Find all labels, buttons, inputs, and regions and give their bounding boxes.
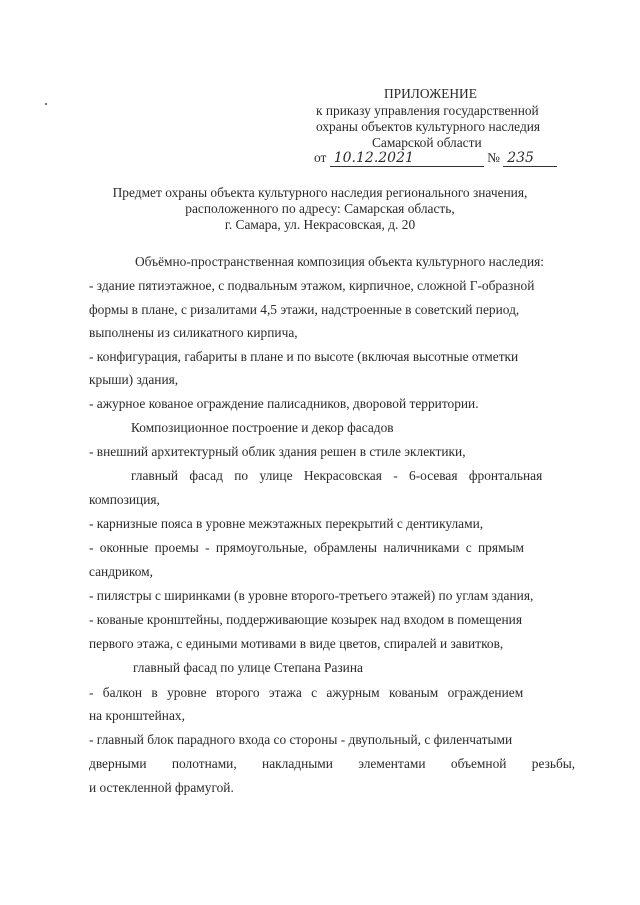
- para-13-line-1: - главный блок парадного входа со стороны - двупольный, с филенчатыми: [89, 732, 513, 747]
- date-number-line: [314, 150, 557, 167]
- para-1-line-2: формы в плане, с ризалитами 4,5 этажи, надстроенные в советский период,: [89, 302, 520, 317]
- para-1-line-1: - здание пятиэтажное, с подвальным этажом, кирпичное, сложной Г-образной: [89, 278, 535, 293]
- para-1-line-3: выполнены из силикатного кирпича,: [89, 325, 298, 340]
- appendix-title: ПРИЛОЖЕНИЕ: [384, 86, 477, 101]
- para-6-line-2: композиция,: [89, 492, 160, 507]
- header-line-3: Самарской области: [372, 135, 482, 150]
- para-5: - внешний архитектурный облик здания решен в стиле эклектики,: [89, 444, 466, 459]
- para-10-line-2: первого этажа, с едиными мотивами в виде цветов, спиралей и завитков,: [89, 636, 504, 651]
- subject-line-1: Предмет охраны объекта культурного наследия регионального значения,: [112, 185, 528, 200]
- para-13-line-3: и остекленной фрамугой.: [89, 780, 234, 795]
- para-13-line-2: дверными полотнами, накладными элементами объемной резьбы,: [89, 756, 576, 771]
- date-prefix: от: [314, 150, 327, 165]
- subject-line-3: г. Самара, ул. Некрасовская, д. 20: [224, 217, 416, 232]
- para-3: - ажурное кованое ограждение палисадников, дворовой территории.: [89, 396, 479, 411]
- scan-speck: [45, 103, 47, 105]
- number-value: 235: [503, 150, 557, 167]
- header-line-1: к приказу управления государственной: [316, 103, 539, 118]
- para-10-line-1: - кованые кронштейны, поддерживающие козырек над входом в помещения: [89, 612, 522, 627]
- para-12-line-1: - балкон в уровне второго этажа с ажурным кованым ограждением: [89, 685, 524, 700]
- para-2-line-1: - конфигурация, габариты в плане и по высоте (включая высотные отметки: [89, 349, 519, 364]
- para-6-text: главный фасад по улице Некрасовская - 6-осевая фронтальная: [131, 468, 543, 483]
- para-12-line-2: на кронштейнах,: [89, 708, 185, 723]
- para-8-line-2: сандриком,: [89, 564, 153, 579]
- section-heading-1: Объёмно-пространственная композиция объекта культурного наследия:: [135, 254, 544, 269]
- para-7: - карнизные пояса в уровне межэтажных перекрытий с дентикулами,: [89, 516, 484, 531]
- para-6-line-1: [131, 468, 558, 484]
- date-value: 10.12.2021: [330, 150, 484, 167]
- number-prefix: №: [487, 150, 500, 165]
- section-heading-2: Композиционное построение и декор фасадов: [131, 420, 394, 435]
- section-heading-3: главный фасад по улице Степана Разина: [133, 660, 363, 675]
- subject-line-2: расположенного по адресу: Самарская область,: [185, 201, 455, 216]
- para-2-line-2: крыши) здания,: [89, 372, 179, 387]
- para-8-line-1: - оконные проемы - прямоугольные, обрамлены наличниками с прямым: [89, 540, 524, 555]
- para-9: - пилястры с шиpинками (в уровне второго-третьего этажей) по углам здания,: [89, 588, 534, 603]
- header-line-2: охраны объектов культурного наследия: [316, 119, 541, 134]
